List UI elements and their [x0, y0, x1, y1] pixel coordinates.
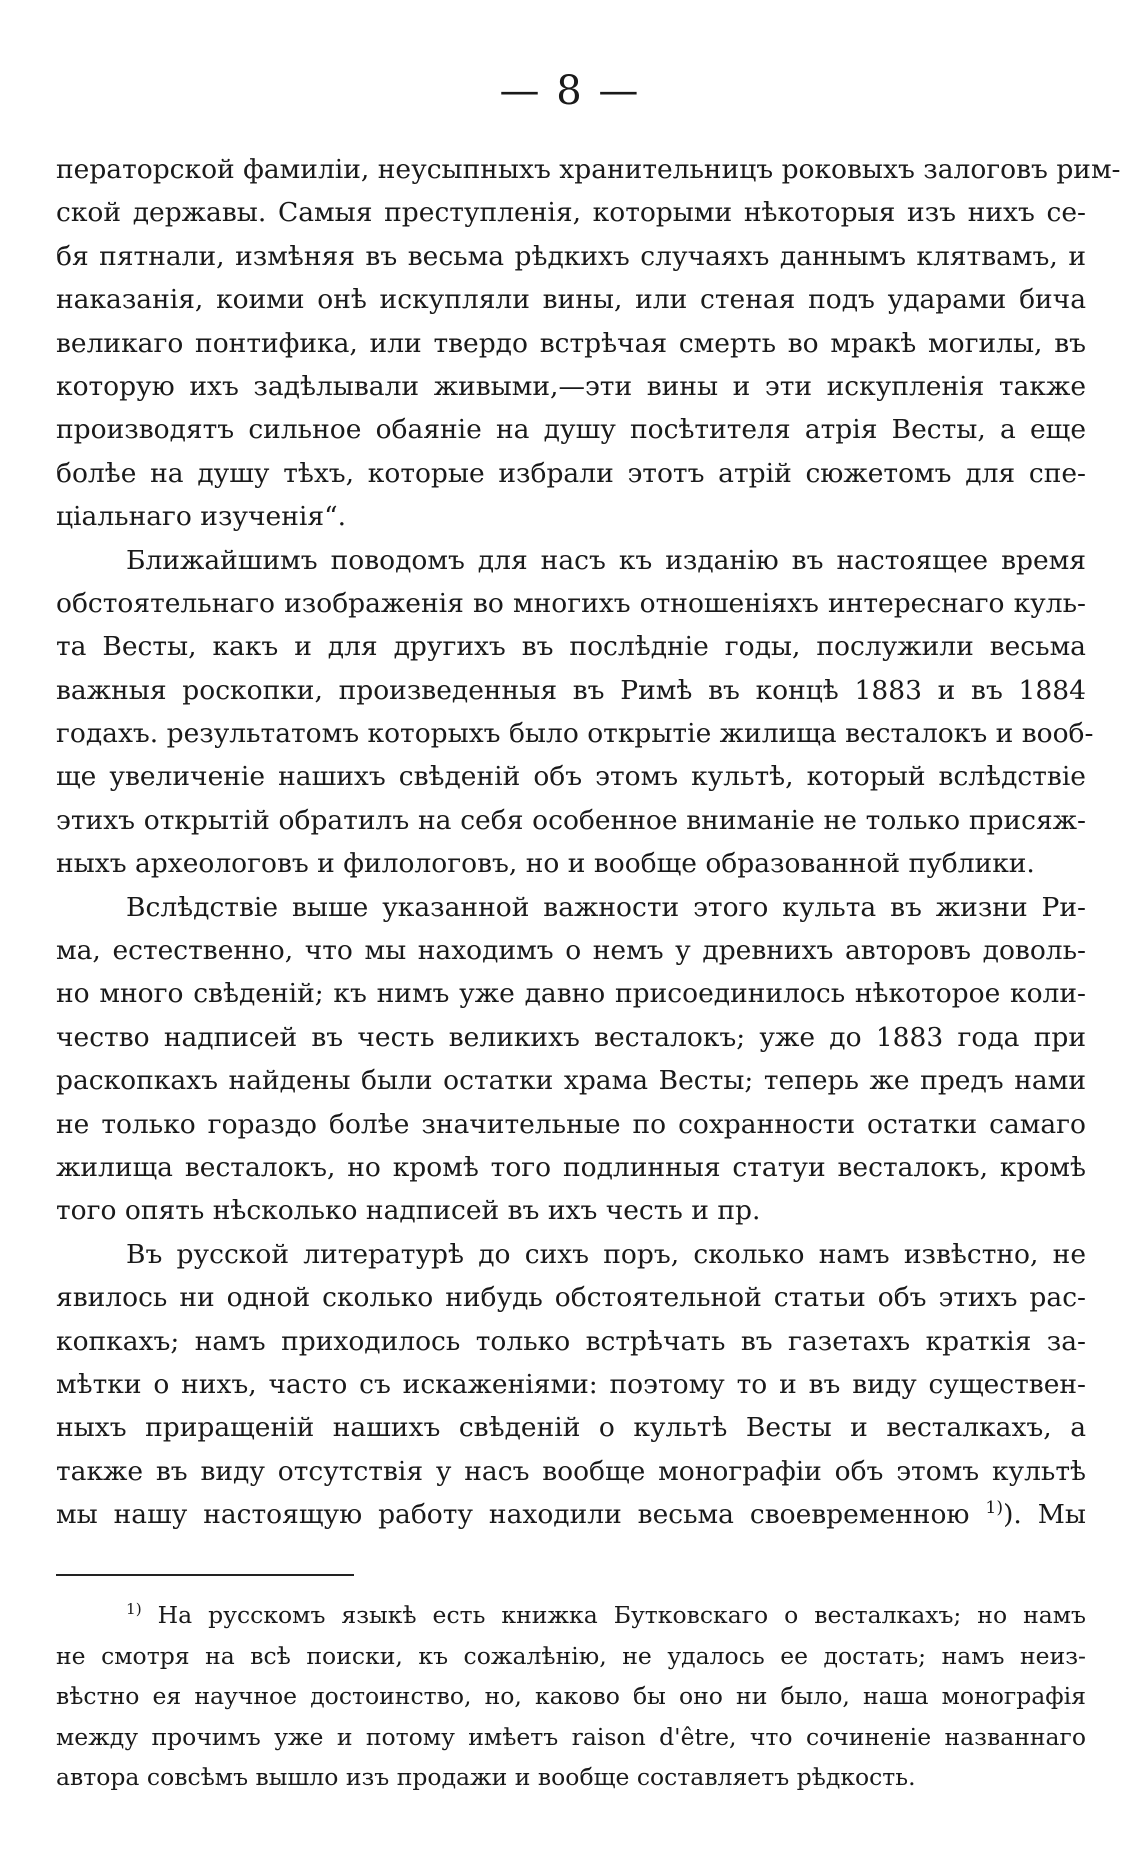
text-line: раскопкахъ найдены были остатки храма Весты; теперь же предъ нами — [56, 1065, 1086, 1097]
text-line: чество надписей въ честь великихъ весталокъ; уже до 1883 года при — [56, 1021, 1086, 1053]
text-line: Въ русской литературѣ до сихъ поръ, сколько намъ извѣстно, не — [126, 1238, 1086, 1270]
page-number: — 8 — — [499, 68, 641, 114]
text-line: бя пятнали, измѣняя въ весьма рѣдкихъ случаяхъ даннымъ клятвамъ, и — [56, 240, 1086, 272]
text-line: того опять нѣсколько надписей въ ихъ честь и пр. — [56, 1195, 761, 1227]
text-line: ныхъ приращеній нашихъ свѣденій о культѣ Весты и весталкахъ, а — [56, 1412, 1086, 1444]
text-line: ской державы. Самыя преступленія, которыми нѣкоторыя изъ нихъ се- — [56, 197, 1086, 229]
text-line: ще увеличеніе нашихъ свѣденій объ этомъ культѣ, который вслѣдствіе — [56, 761, 1086, 793]
text-line: болѣе на душу тѣхъ, которые избрали этотъ атрій сюжетомъ для спе- — [56, 457, 1086, 489]
footnote-line: не смотря на всѣ поиски, къ сожалѣнію, не удалось ее достать; намъ неиз- — [56, 1641, 1086, 1670]
text-line: ціальнаго изученія“. — [56, 501, 347, 533]
text-line: производятъ сильное обаяніе на душу посѣтителя атрія Весты, а еще — [56, 414, 1086, 446]
text-line: копкахъ; намъ приходилось только встрѣчать въ газетахъ краткія за- — [56, 1325, 1086, 1357]
footnote-line: вѣстно ея научное достоинство, но, каково бы оно ни было, наша монографія — [56, 1682, 1086, 1711]
text-line: обстоятельнаго изображенія во многихъ отношеніяхъ интереснаго куль- — [56, 587, 1086, 619]
footnote-divider — [56, 1574, 354, 1576]
text-line — [56, 1493, 1086, 1536]
text-line: явилось ни одной сколько нибудь обстоятельной статьи объ этихъ рас- — [56, 1282, 1086, 1314]
text-line: жилища весталокъ, но кромѣ того подлинныя статуи весталокъ, кромѣ — [56, 1151, 1086, 1183]
footnote-reference: 1) — [985, 1498, 1004, 1519]
footnote — [56, 1595, 1086, 1798]
text-line: мѣтки о нихъ, часто съ искаженіями: поэтому то и въ виду существен- — [56, 1368, 1086, 1400]
text-line-part: мы нашу настоящую работу находили весьма своевременною — [56, 1499, 970, 1531]
footnote-line: между прочимъ уже и потому имѣетъ raison d'être, что сочиненіе названнаго — [56, 1722, 1086, 1751]
text-line: но много свѣденій; къ нимъ уже давно присоединилось нѣкоторое коли- — [56, 978, 1086, 1010]
text-line: этихъ открытій обратилъ на себя особенное вниманіе не только присяж- — [56, 804, 1086, 836]
text-line: великаго понтифика, или твердо встрѣчая смерть во мракѣ могилы, въ — [56, 327, 1086, 359]
footnote-line: автора совсѣмъ вышло изъ продажи и вообще составляетъ рѣдкость. — [56, 1763, 916, 1792]
text-line: Ближайшимъ поводомъ для насъ къ изданію въ настоящее время — [126, 544, 1086, 576]
text-line: не только гораздо болѣе значительные по сохранности остатки самаго — [56, 1108, 1086, 1140]
footnote-line-text: На русскомъ языкѣ есть книжка Бутковскаго о весталкахъ; но намъ — [157, 1601, 1086, 1629]
main-text — [56, 148, 1121, 1537]
text-line: ныхъ археологовъ и филологовъ, но и вообще образованной публики. — [56, 848, 1035, 880]
text-line-part: ). Мы — [1003, 1499, 1086, 1531]
footnote-line — [56, 1595, 1086, 1636]
footnote-marker: 1) — [126, 1600, 142, 1619]
text-line: годахъ. результатомъ которыхъ было открытіе жилища весталокъ и вооб- — [56, 718, 1094, 750]
text-line: Вслѣдствіе выше указанной важности этого культа въ жизни Ри- — [126, 891, 1086, 923]
text-line: ма, естественно, что мы находимъ о немъ у древнихъ авторовъ доволь- — [56, 935, 1086, 967]
text-line: также въ виду отсутствія у насъ вообще монографіи объ этомъ культѣ — [56, 1455, 1086, 1487]
text-line: та Весты, какъ и для другихъ въ послѣдніе годы, послужили весьма — [56, 631, 1086, 663]
text-line: которую ихъ задѣлывали живыми,—эти вины и эти искупленія также — [56, 370, 1086, 402]
text-line: ператорской фамиліи, неусыпныхъ хранительницъ роковыхъ залоговъ рим- — [56, 154, 1121, 185]
text-line: наказанія, коими онѣ искупляли вины, или стеная подъ ударами бича — [56, 284, 1086, 316]
text-line: важныя роскопки, произведенныя въ Римѣ въ концѣ 1883 и въ 1884 — [56, 674, 1086, 706]
